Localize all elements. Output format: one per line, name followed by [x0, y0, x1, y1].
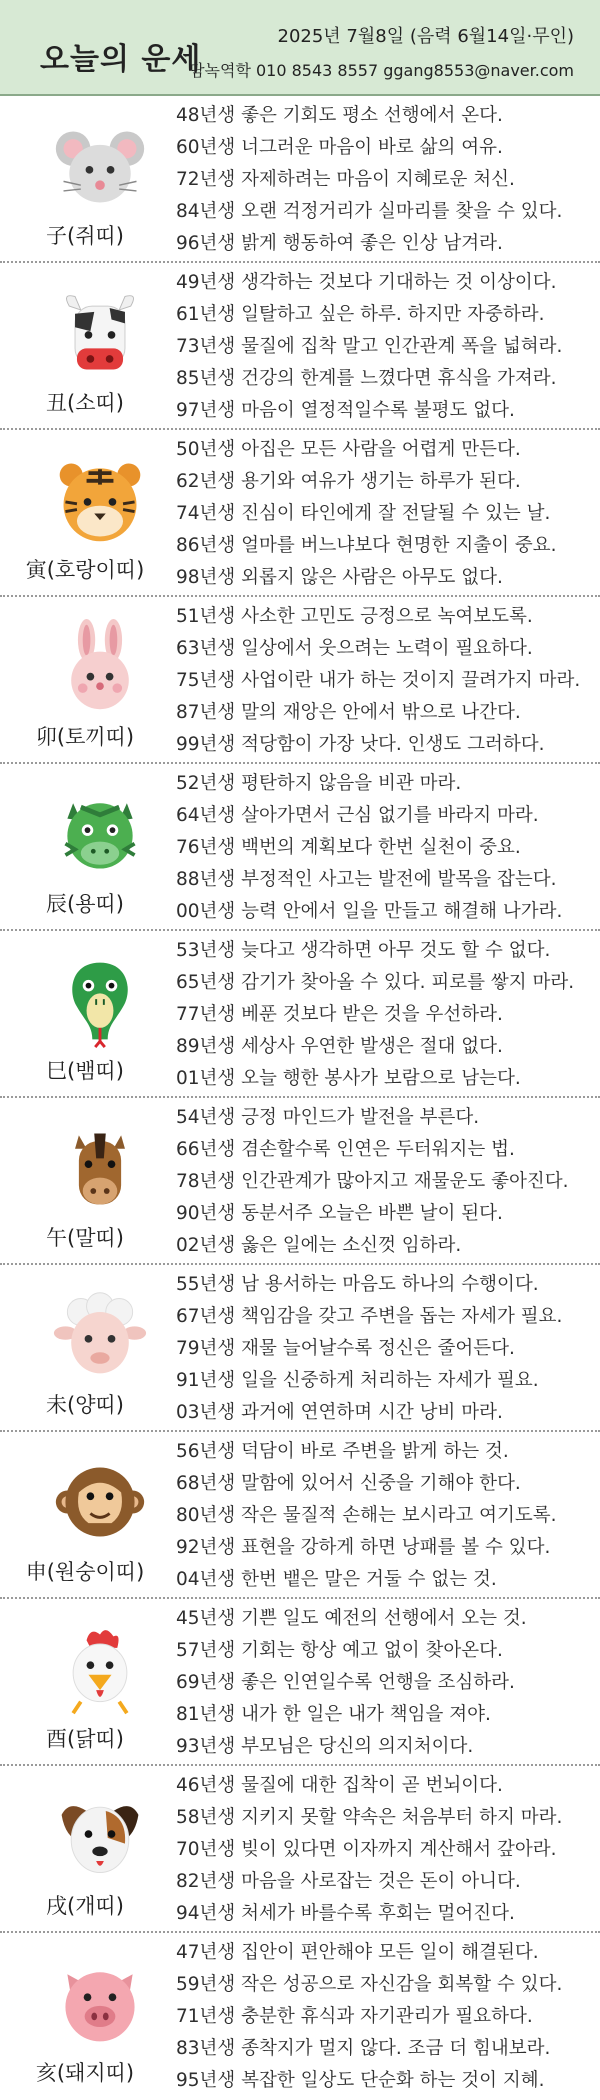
zodiac-animal: [0, 764, 170, 929]
ox-icon: [52, 285, 148, 381]
fortune-line: 75년생 사업이란 내가 하는 것이지 끌려가지 마라.: [176, 670, 581, 691]
zodiac-label: 子(쥐띠): [46, 224, 124, 248]
fortune-line: 89년생 세상사 우연한 발생은 절대 없다.: [176, 1036, 503, 1057]
zodiac-row: [0, 430, 600, 597]
fortune-lines: [176, 267, 592, 427]
zodiac-label: 酉(닭띠): [46, 1727, 124, 1751]
fortune-line: 68년생 말함에 있어서 신중을 기해야 한다.: [176, 1473, 521, 1494]
zodiac-animal: [0, 96, 170, 261]
fortune-lines: [176, 1102, 592, 1262]
fortune-line: 85년생 건강의 한계를 느꼈다면 휴식을 가져라.: [176, 368, 557, 389]
fortune-line: 72년생 자제하려는 마음이 지혜로운 처신.: [176, 169, 515, 190]
zodiac-row: [0, 1432, 600, 1599]
zodiac-row: [0, 597, 600, 764]
fortune-line: 58년생 지키지 못할 약속은 처음부터 하지 마라.: [176, 1807, 563, 1828]
fortune-line: 00년생 능력 안에서 일을 만들고 해결해 나가라.: [176, 901, 563, 922]
rooster-icon: [52, 1621, 148, 1717]
zodiac-row: [0, 1766, 600, 1933]
fortune-line: 66년생 겸손할수록 인연은 두터워지는 법.: [176, 1139, 515, 1160]
zodiac-label: 亥(돼지띠): [35, 2061, 135, 2085]
fortune-line: 63년생 일상에서 웃으려는 노력이 필요하다.: [176, 638, 533, 659]
fortune-lines: [176, 935, 592, 1095]
fortune-line: 51년생 사소한 고민도 긍정으로 녹여보도록.: [176, 606, 533, 627]
fortune-line: 02년생 옳은 일에는 소신껏 임하라.: [176, 1235, 462, 1256]
fortune-line: 71년생 충분한 휴식과 자기관리가 필요하다.: [176, 2006, 533, 2027]
fortune-line: 04년생 한번 뱉은 말은 거둘 수 없는 것.: [176, 1569, 497, 1590]
fortune-list: [0, 96, 600, 2100]
zodiac-animal: [0, 1265, 170, 1430]
fortune-lines: [176, 1436, 592, 1596]
zodiac-row: [0, 96, 600, 263]
fortune-line: 45년생 기쁜 일도 예전의 선행에서 오는 것.: [176, 1608, 527, 1629]
fortune-line: 48년생 좋은 기회도 평소 선행에서 온다.: [176, 105, 503, 126]
zodiac-animal: [0, 263, 170, 428]
fortune-line: 01년생 오늘 행한 봉사가 보람으로 남는다.: [176, 1068, 521, 1089]
zodiac-row: [0, 1265, 600, 1432]
zodiac-label: 未(양띠): [46, 1393, 124, 1417]
rat-icon: [52, 118, 148, 214]
monkey-icon: [52, 1454, 148, 1550]
fortune-line: 96년생 밝게 행동하여 좋은 인상 남겨라.: [176, 233, 503, 254]
snake-icon: [52, 953, 148, 1049]
fortune-line: 88년생 부정적인 사고는 발전에 발목을 잡는다.: [176, 869, 557, 890]
fortune-line: 61년생 일탈하고 싶은 하루. 하지만 자중하라.: [176, 304, 545, 325]
page-header: [0, 0, 600, 96]
zodiac-row: [0, 931, 600, 1098]
fortune-line: 97년생 마음이 열정적일수록 불평도 없다.: [176, 400, 515, 421]
fortune-lines: [176, 1269, 592, 1429]
fortune-line: 52년생 평탄하지 않음을 비관 마라.: [176, 773, 462, 794]
fortune-line: 99년생 적당함이 가장 낫다. 인생도 그러하다.: [176, 734, 545, 755]
zodiac-label: 卯(토끼띠): [35, 725, 135, 749]
fortune-line: 03년생 과거에 연연하며 시간 낭비 마라.: [176, 1402, 503, 1423]
fortune-line: 53년생 늦다고 생각하면 아무 것도 할 수 없다.: [176, 940, 551, 961]
fortune-line: 94년생 처세가 바를수록 후회는 멀어진다.: [176, 1903, 515, 1924]
fortune-lines: [176, 768, 592, 928]
fortune-line: 54년생 긍정 마인드가 발전을 부른다.: [176, 1107, 480, 1128]
fortune-line: 90년생 동분서주 오늘은 바쁜 날이 된다.: [176, 1203, 503, 1224]
fortune-line: 92년생 표현을 강하게 하면 낭패를 볼 수 있다.: [176, 1537, 551, 1558]
pig-icon: [52, 1955, 148, 2051]
fortune-line: 49년생 생각하는 것보다 기대하는 것 이상이다.: [176, 272, 557, 293]
fortune-line: 84년생 오랜 걱정거리가 실마리를 찾을 수 있다.: [176, 201, 563, 222]
zodiac-animal: [0, 430, 170, 595]
fortune-line: 80년생 작은 물질적 손해는 보시라고 여기도록.: [176, 1505, 557, 1526]
fortune-lines: [176, 1937, 592, 2097]
fortune-lines: [176, 1770, 592, 1930]
zodiac-animal: [0, 1933, 170, 2100]
page-title: 오늘의 운세: [40, 42, 202, 77]
zodiac-label: 巳(뱀띠): [46, 1059, 124, 1083]
zodiac-animal: [0, 597, 170, 762]
fortune-line: 87년생 말의 재앙은 안에서 밖으로 나간다.: [176, 702, 521, 723]
fortune-line: 81년생 내가 한 일은 내가 책임을 져야.: [176, 1704, 491, 1725]
fortune-line: 95년생 복잡한 일상도 단순화 하는 것이 지혜.: [176, 2070, 545, 2091]
fortune-line: 67년생 책임감을 갖고 주변을 돕는 자세가 필요.: [176, 1306, 563, 1327]
zodiac-animal: [0, 1432, 170, 1597]
fortune-line: 83년생 종착지가 멀지 않다. 조금 더 힘내보라.: [176, 2038, 551, 2059]
fortune-line: 55년생 남 용서하는 마음도 하나의 수행이다.: [176, 1274, 539, 1295]
horse-icon: [52, 1120, 148, 1216]
fortune-line: 76년생 백번의 계획보다 한번 실천이 중요.: [176, 837, 521, 858]
zodiac-row: [0, 1599, 600, 1766]
fortune-line: 56년생 덕담이 바로 주변을 밝게 하는 것.: [176, 1441, 509, 1462]
fortune-line: 64년생 살아가면서 근심 없기를 바라지 마라.: [176, 805, 539, 826]
fortune-line: 62년생 용기와 여유가 생기는 하루가 된다.: [176, 471, 521, 492]
fortune-line: 57년생 기회는 항상 예고 없이 찾아온다.: [176, 1640, 503, 1661]
fortune-line: 60년생 너그러운 마음이 바로 삶의 여유.: [176, 137, 503, 158]
sheep-icon: [52, 1287, 148, 1383]
fortune-line: 50년생 아집은 모든 사람을 어렵게 만든다.: [176, 439, 521, 460]
fortune-line: 46년생 물질에 대한 집착이 곧 번뇌이다.: [176, 1775, 503, 1796]
zodiac-label: 丑(소띠): [46, 391, 124, 415]
zodiac-label: 寅(호랑이띠): [25, 558, 145, 582]
dragon-icon: [52, 786, 148, 882]
fortune-line: 82년생 마음을 사로잡는 것은 돈이 아니다.: [176, 1871, 521, 1892]
zodiac-row: [0, 263, 600, 430]
zodiac-animal: [0, 1766, 170, 1931]
zodiac-row: [0, 1098, 600, 1265]
fortune-line: 69년생 좋은 인연일수록 언행을 조심하라.: [176, 1672, 515, 1693]
fortune-line: 79년생 재물 늘어날수록 정신은 줄어든다.: [176, 1338, 515, 1359]
zodiac-row: [0, 764, 600, 931]
zodiac-label: 午(말띠): [46, 1226, 124, 1250]
fortune-lines: [176, 434, 592, 594]
zodiac-label: 辰(용띠): [46, 892, 124, 916]
fortune-line: 78년생 인간관계가 많아지고 재물운도 좋아진다.: [176, 1171, 569, 1192]
date-line: 2025년 7월8일 (음력 6월14일·무인): [277, 26, 574, 47]
fortune-line: 86년생 얼마를 버느냐보다 현명한 지출이 중요.: [176, 535, 557, 556]
zodiac-animal: [0, 931, 170, 1096]
fortune-line: 73년생 물질에 집착 말고 인간관계 폭을 넓혀라.: [176, 336, 563, 357]
zodiac-animal: [0, 1098, 170, 1263]
zodiac-label: 戌(개띠): [46, 1894, 124, 1918]
fortune-lines: [176, 601, 592, 761]
zodiac-label: 申(원숭이띠): [25, 1560, 145, 1584]
fortune-line: 59년생 작은 성공으로 자신감을 회복할 수 있다.: [176, 1974, 563, 1995]
zodiac-row: [0, 1933, 600, 2100]
fortune-line: 91년생 일을 신중하게 처리하는 자세가 필요.: [176, 1370, 539, 1391]
fortune-lines: [176, 100, 592, 260]
fortune-line: 93년생 부모님은 당신의 의지처이다.: [176, 1736, 474, 1757]
fortune-line: 77년생 베푼 것보다 받은 것을 우선하라.: [176, 1004, 503, 1025]
tiger-icon: [52, 452, 148, 548]
rabbit-icon: [52, 619, 148, 715]
fortune-line: 74년생 진심이 타인에게 잘 전달될 수 있는 날.: [176, 503, 551, 524]
fortune-lines: [176, 1603, 592, 1763]
zodiac-animal: [0, 1599, 170, 1764]
dog-icon: [52, 1788, 148, 1884]
fortune-line: 65년생 감기가 찾아올 수 있다. 피로를 쌓지 마라.: [176, 972, 575, 993]
fortune-line: 47년생 집안이 편안해야 모든 일이 해결된다.: [176, 1942, 539, 1963]
fortune-line: 70년생 빚이 있다면 이자까지 계산해서 갚아라.: [176, 1839, 557, 1860]
fortune-line: 98년생 외롭지 않은 사람은 아무도 없다.: [176, 567, 503, 588]
contact-line: 담녹역학 010 8543 8557 ggang8553@naver.com: [189, 61, 574, 80]
